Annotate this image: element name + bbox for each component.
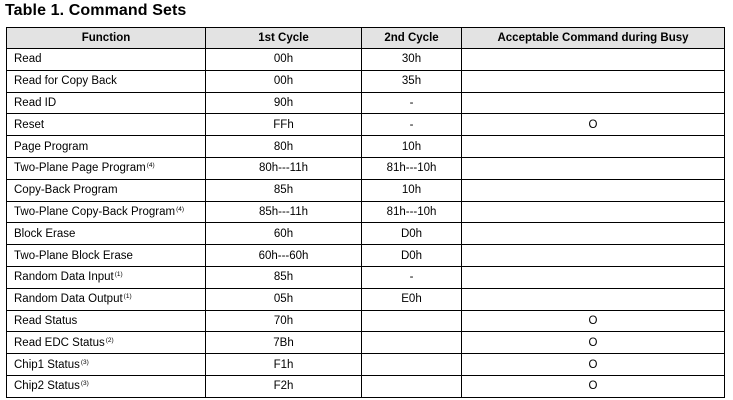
- function-cell: [7, 179, 206, 201]
- footnote-marker: (2): [105, 336, 114, 344]
- busy-acceptable-cell: O: [462, 114, 725, 136]
- 1st-cycle-cell: 05h: [206, 288, 362, 310]
- header-1st-cycle: 1st Cycle: [206, 28, 362, 49]
- 1st-cycle-cell: 80h: [206, 136, 362, 158]
- 1st-cycle-cell: 60h---60h: [206, 245, 362, 267]
- header-2nd-cycle: 2nd Cycle: [362, 28, 462, 49]
- busy-acceptable-cell: [462, 288, 725, 310]
- function-name: Random Data Input: [14, 271, 114, 284]
- 2nd-cycle-cell: 30h: [362, 49, 462, 71]
- table-row: [7, 375, 725, 397]
- busy-acceptable-cell: O: [462, 310, 725, 332]
- table-row: [7, 114, 725, 136]
- footnote-marker: (4): [146, 162, 155, 170]
- 2nd-cycle-cell: 10h: [362, 136, 462, 158]
- function-cell: [7, 375, 206, 397]
- 1st-cycle-cell: 85h: [206, 179, 362, 201]
- 2nd-cycle-cell: [362, 375, 462, 397]
- table-row: [7, 157, 725, 179]
- table-row: [7, 288, 725, 310]
- function-cell: [7, 332, 206, 354]
- 2nd-cycle-cell: E0h: [362, 288, 462, 310]
- table-row: [7, 179, 725, 201]
- 2nd-cycle-cell: [362, 354, 462, 376]
- 2nd-cycle-cell: 81h---10h: [362, 201, 462, 223]
- busy-acceptable-cell: O: [462, 375, 725, 397]
- function-name: Read EDC Status: [14, 336, 105, 349]
- function-cell: [7, 201, 206, 223]
- footnote-marker: (3): [80, 380, 89, 388]
- 1st-cycle-cell: 85h: [206, 266, 362, 288]
- function-name: Read Status: [14, 314, 78, 327]
- table-body: [7, 49, 725, 398]
- busy-acceptable-cell: [462, 201, 725, 223]
- function-name: Read for Copy Back: [14, 75, 117, 88]
- 2nd-cycle-cell: 10h: [362, 179, 462, 201]
- function-cell: [7, 354, 206, 376]
- busy-acceptable-cell: [462, 136, 725, 158]
- function-name: Two-Plane Copy-Back Program: [14, 205, 176, 218]
- 1st-cycle-cell: FFh: [206, 114, 362, 136]
- function-name: Random Data Output: [14, 293, 123, 306]
- footnote-marker: (1): [123, 293, 132, 301]
- function-name: Block Erase: [14, 227, 76, 240]
- function-name: Page Program: [14, 140, 89, 153]
- function-name: Two-Plane Page Program: [14, 162, 146, 175]
- 1st-cycle-cell: 85h---11h: [206, 201, 362, 223]
- 1st-cycle-cell: 00h: [206, 49, 362, 71]
- function-name: Chip2 Status: [14, 380, 80, 393]
- function-name: Chip1 Status: [14, 358, 80, 371]
- table-title: Table 1. Command Sets: [5, 2, 187, 19]
- busy-acceptable-cell: [462, 223, 725, 245]
- 2nd-cycle-cell: -: [362, 266, 462, 288]
- busy-acceptable-cell: [462, 245, 725, 267]
- table-row: [7, 332, 725, 354]
- busy-acceptable-cell: O: [462, 332, 725, 354]
- table-row: [7, 223, 725, 245]
- function-cell: [7, 70, 206, 92]
- busy-acceptable-cell: [462, 92, 725, 114]
- 2nd-cycle-cell: -: [362, 92, 462, 114]
- function-cell: [7, 114, 206, 136]
- function-cell: [7, 310, 206, 332]
- busy-acceptable-cell: [462, 157, 725, 179]
- function-cell: [7, 288, 206, 310]
- 2nd-cycle-cell: 81h---10h: [362, 157, 462, 179]
- 2nd-cycle-cell: D0h: [362, 245, 462, 267]
- table-row: [7, 136, 725, 158]
- 1st-cycle-cell: 90h: [206, 92, 362, 114]
- footnote-marker: (4): [176, 205, 185, 213]
- 1st-cycle-cell: 80h---11h: [206, 157, 362, 179]
- 2nd-cycle-cell: [362, 332, 462, 354]
- function-cell: [7, 136, 206, 158]
- 2nd-cycle-cell: D0h: [362, 223, 462, 245]
- 1st-cycle-cell: 70h: [206, 310, 362, 332]
- table-row: [7, 92, 725, 114]
- 1st-cycle-cell: F2h: [206, 375, 362, 397]
- table-row: [7, 201, 725, 223]
- 1st-cycle-cell: 7Bh: [206, 332, 362, 354]
- function-name: Read: [14, 53, 42, 66]
- 2nd-cycle-cell: -: [362, 114, 462, 136]
- function-name: Read ID: [14, 96, 57, 109]
- busy-acceptable-cell: [462, 70, 725, 92]
- busy-acceptable-cell: O: [462, 354, 725, 376]
- header-acceptable-during-busy: Acceptable Command during Busy: [462, 28, 725, 49]
- function-cell: [7, 223, 206, 245]
- function-name: Reset: [14, 118, 45, 131]
- 2nd-cycle-cell: [362, 310, 462, 332]
- header-function: Function: [7, 28, 206, 49]
- 1st-cycle-cell: 60h: [206, 223, 362, 245]
- function-cell: [7, 157, 206, 179]
- table-row: [7, 245, 725, 267]
- function-cell: [7, 245, 206, 267]
- function-cell: [7, 49, 206, 71]
- function-name: Two-Plane Block Erase: [14, 249, 133, 262]
- table-row: [7, 310, 725, 332]
- busy-acceptable-cell: [462, 179, 725, 201]
- table-row: [7, 70, 725, 92]
- table-row: [7, 49, 725, 71]
- table-row: [7, 266, 725, 288]
- footnote-marker: (1): [114, 271, 123, 279]
- 1st-cycle-cell: F1h: [206, 354, 362, 376]
- busy-acceptable-cell: [462, 49, 725, 71]
- 1st-cycle-cell: 00h: [206, 70, 362, 92]
- table-row: [7, 354, 725, 376]
- function-name: Copy-Back Program: [14, 184, 118, 197]
- busy-acceptable-cell: [462, 266, 725, 288]
- function-cell: [7, 266, 206, 288]
- command-sets-table: [6, 27, 725, 398]
- 2nd-cycle-cell: 35h: [362, 70, 462, 92]
- table-header-row: [7, 28, 725, 49]
- footnote-marker: (3): [80, 358, 89, 366]
- function-cell: [7, 92, 206, 114]
